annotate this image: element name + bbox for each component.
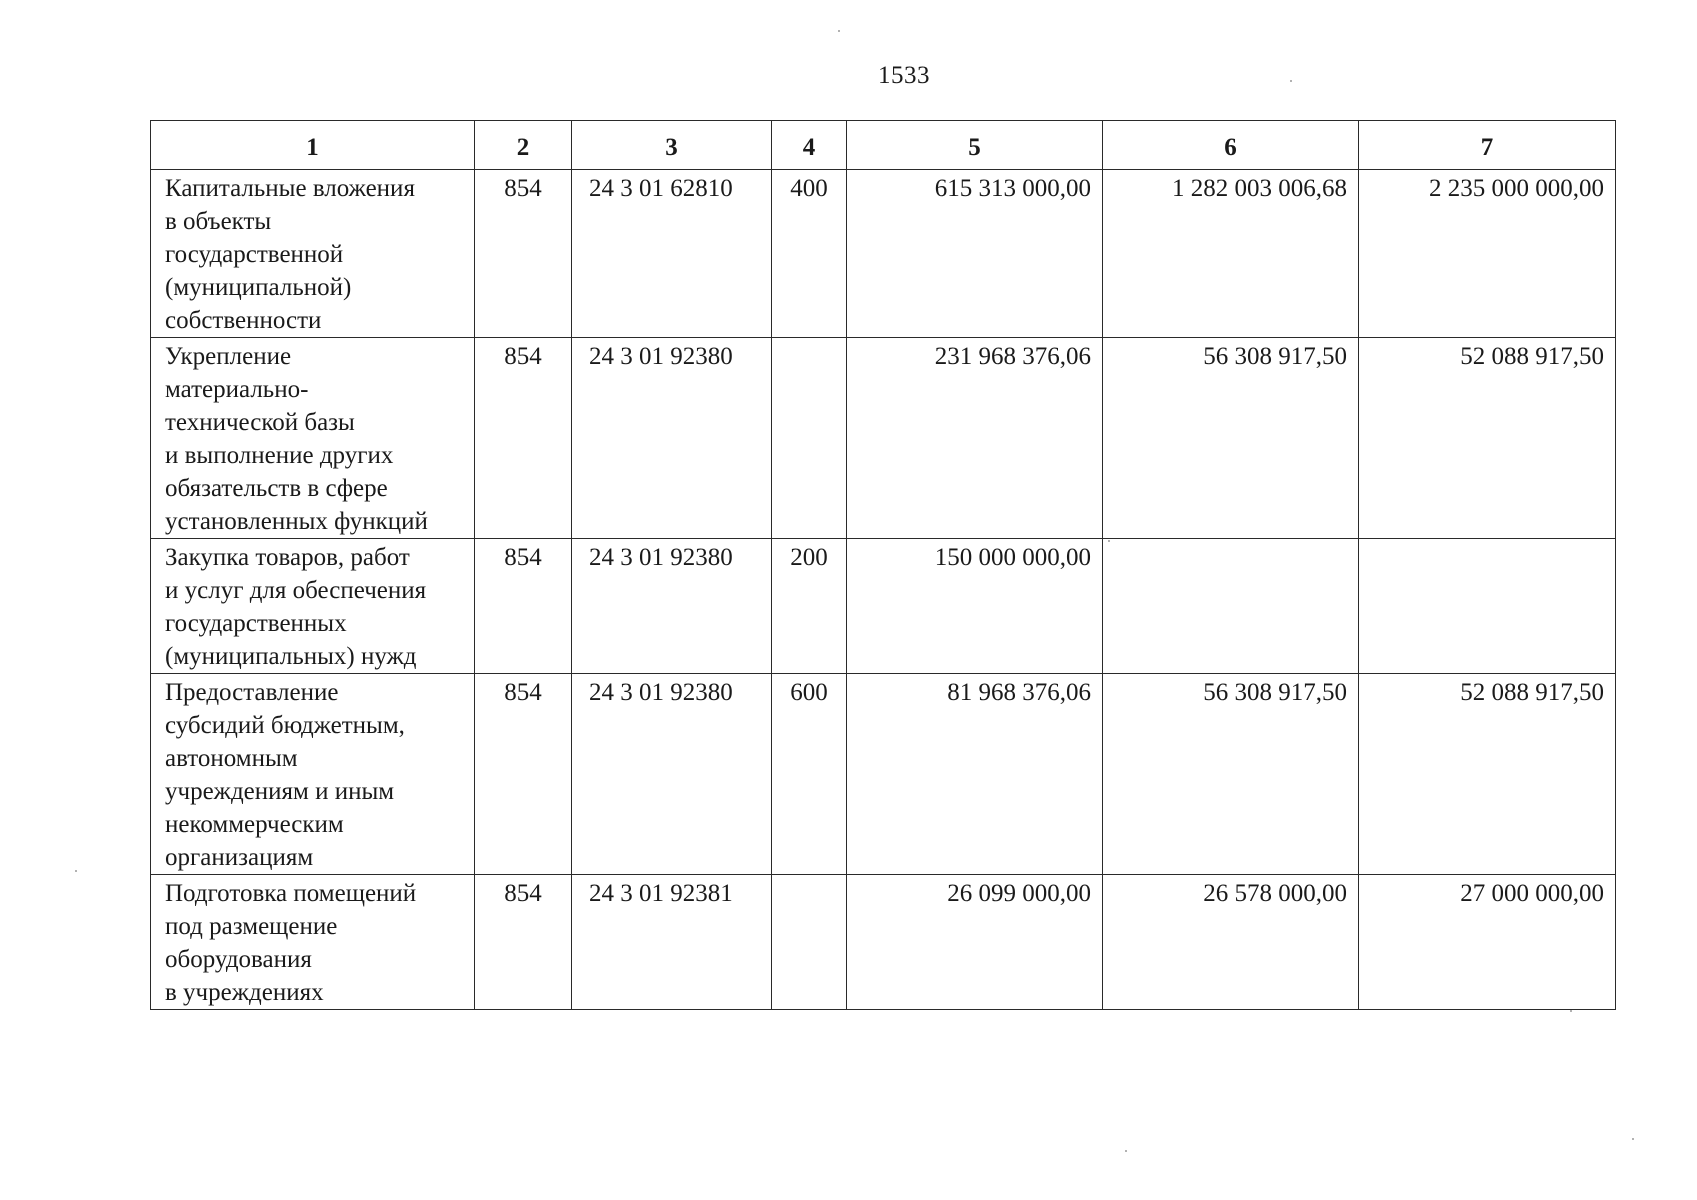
expense-type-cell: 400 [772,170,847,338]
table-row [151,674,1616,875]
amount-col6-cell [1103,539,1359,674]
amount-col7-cell: 52 088 917,50 [1359,338,1616,539]
row-name-line: некоммерческим [165,811,344,838]
budget-table [150,120,1616,1010]
row-name-cell [151,170,475,338]
row-name-line: государственной [165,241,344,268]
row-name-line: собственности [165,307,322,334]
ministry-code-cell: 854 [475,875,572,1010]
row-name-line: в учреждениях [165,979,324,1006]
row-name-line: и услуг для обеспечения [165,577,427,604]
row-name-line: государственных [165,610,347,637]
scan-speck [75,870,77,872]
amount-col7-cell: 27 000 000,00 [1359,875,1616,1010]
header-row [151,121,1616,170]
row-name-line: Укрепление [165,343,292,370]
row-name-cell [151,539,475,674]
row-name-line: автономным [165,745,298,772]
amount-col7-cell [1359,539,1616,674]
target-article-cell: 24 3 01 62810 [572,170,772,338]
row-name-cell [151,338,475,539]
row-name-line: установленных функций [165,508,428,535]
table-row [151,539,1616,674]
amount-col5-cell: 150 000 000,00 [847,539,1103,674]
expense-type-cell: 200 [772,539,847,674]
target-article-cell: 24 3 01 92380 [572,674,772,875]
row-name-line: Предоставление [165,679,339,706]
amount-col6-cell: 56 308 917,50 [1103,338,1359,539]
scan-speck [1570,1010,1572,1012]
amount-col5-cell: 615 313 000,00 [847,170,1103,338]
expense-type-cell [772,338,847,539]
row-name-cell [151,674,475,875]
row-name-line: обязательств в сфере [165,475,388,502]
target-article-cell: 24 3 01 92381 [572,875,772,1010]
ministry-code-cell: 854 [475,338,572,539]
column-header-6: 6 [1103,121,1359,170]
column-header-3: 3 [572,121,772,170]
amount-col5-cell: 26 099 000,00 [847,875,1103,1010]
amount-col5-cell: 81 968 376,06 [847,674,1103,875]
scan-speck [1290,80,1292,82]
table-row [151,170,1616,338]
amount-col7-cell: 2 235 000 000,00 [1359,170,1616,338]
scan-speck [838,30,840,32]
scan-speck [1125,1150,1127,1152]
column-header-2: 2 [475,121,572,170]
expense-type-cell: 600 [772,674,847,875]
row-name-line: Подготовка помещений [165,880,417,907]
page-number: 1533 [878,62,930,89]
row-name-line: (муниципальной) [165,274,352,301]
amount-col6-cell: 26 578 000,00 [1103,875,1359,1010]
table-row [151,338,1616,539]
amount-col7-cell: 52 088 917,50 [1359,674,1616,875]
ministry-code-cell: 854 [475,170,572,338]
row-name-line: организациям [165,844,314,871]
row-name-line: Закупка товаров, работ [165,544,410,571]
expense-type-cell [772,875,847,1010]
row-name-line: (муниципальных) нужд [165,643,417,670]
table-row [151,875,1616,1010]
scan-speck [1632,1138,1634,1140]
row-name-line: учреждениям и иным [165,778,395,805]
scan-speck [1108,540,1110,542]
amount-col6-cell: 56 308 917,50 [1103,674,1359,875]
column-header-1: 1 [151,121,475,170]
row-name-line: и выполнение других [165,442,394,469]
target-article-cell: 24 3 01 92380 [572,338,772,539]
row-name-line: технической базы [165,409,355,436]
row-name-line: субсидий бюджетным, [165,712,405,739]
row-name-cell [151,875,475,1010]
column-header-5: 5 [847,121,1103,170]
amount-col6-cell: 1 282 003 006,68 [1103,170,1359,338]
column-header-7: 7 [1359,121,1616,170]
ministry-code-cell: 854 [475,539,572,674]
row-name-line: в объекты [165,208,272,235]
row-name-line: оборудования [165,946,312,973]
row-name-line: Капитальные вложения [165,175,415,202]
ministry-code-cell: 854 [475,674,572,875]
row-name-line: материально- [165,376,309,403]
target-article-cell: 24 3 01 92380 [572,539,772,674]
column-header-4: 4 [772,121,847,170]
row-name-line: под размещение [165,913,338,940]
amount-col5-cell: 231 968 376,06 [847,338,1103,539]
